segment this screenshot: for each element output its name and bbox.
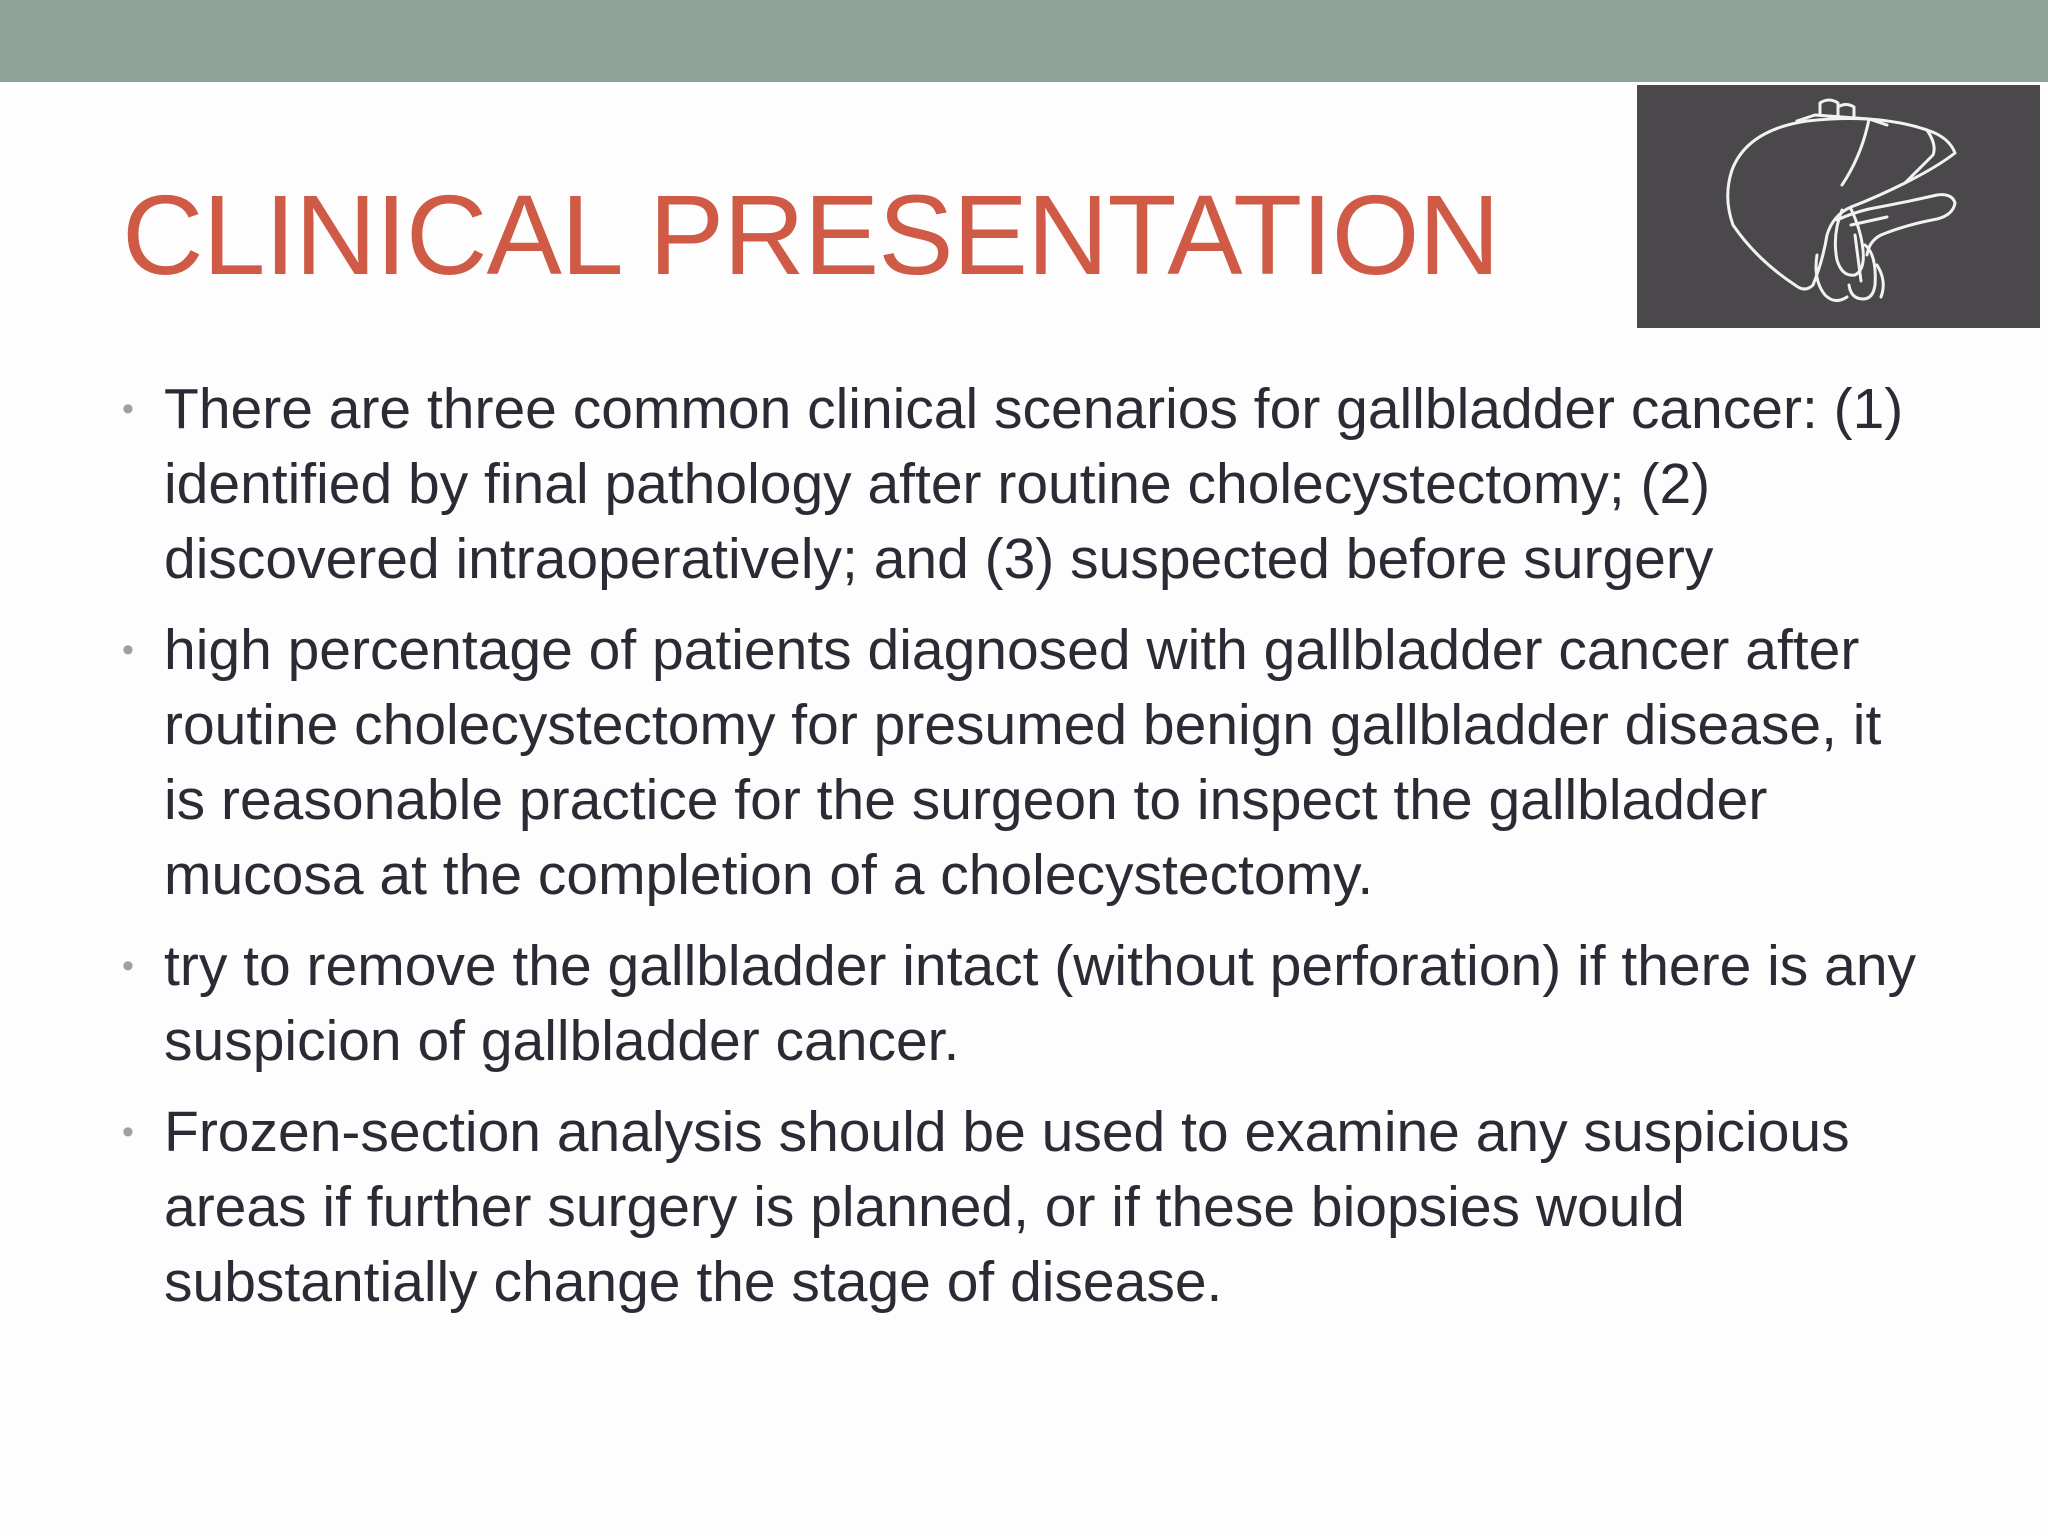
bullet-text: try to remove the gallbladder intact (without perforation) if there is any suspicion of gallbladder cancer. <box>164 934 1917 1073</box>
bullet-dot-icon: • <box>122 1113 134 1151</box>
bullet-list <box>122 372 1922 1336</box>
bullet-text: high percentage of patients diagnosed with gallbladder cancer after routine cholecystectomy for presumed benign gallbladder disease, it is reasonable practice for the surgeon to inspect the gallbladder mucosa at the completion of a cholecystectomy. <box>164 618 1882 907</box>
bullet-item <box>122 372 1922 597</box>
liver-gallbladder-icon <box>1637 85 2040 328</box>
slide-title: CLINICAL PRESENTATION <box>122 172 1500 298</box>
bullet-text: There are three common clinical scenarios for gallbladder cancer: (1) identified by final pathology after routine cholecystectomy; (2) discovered intraoperatively; and (3) suspected before surgery <box>164 377 1904 591</box>
bullet-item <box>122 929 1922 1079</box>
bullet-dot-icon: • <box>122 631 134 669</box>
bullet-dot-icon: • <box>122 390 134 428</box>
bullet-item <box>122 613 1922 913</box>
bullet-text: Frozen-section analysis should be used to examine any suspicious areas if further surgery is planned, or if these biopsies would substantially change the stage of disease. <box>164 1100 1850 1314</box>
top-accent-band <box>0 0 2048 82</box>
bullet-item <box>122 1095 1922 1320</box>
bullet-dot-icon: • <box>122 947 134 985</box>
